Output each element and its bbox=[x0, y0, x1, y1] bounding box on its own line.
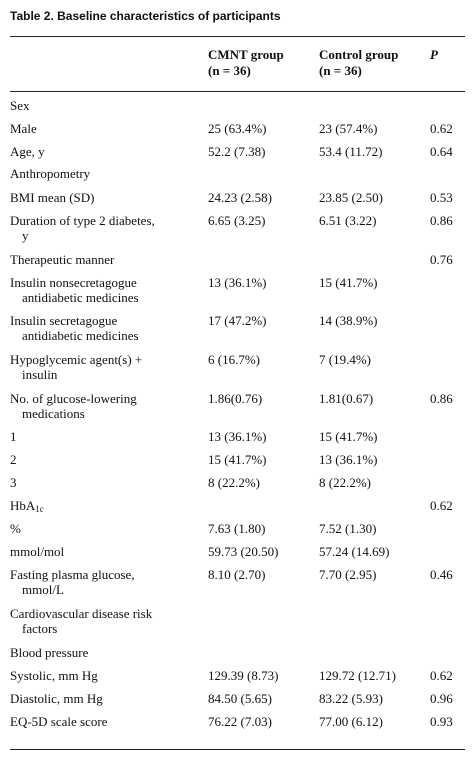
row-label bbox=[10, 606, 200, 636]
row-label bbox=[10, 190, 200, 205]
row-label-text: 2 bbox=[10, 452, 17, 467]
row-label-text: HbA bbox=[10, 498, 36, 513]
cell-p-value: 0.62 bbox=[430, 121, 453, 136]
row-label bbox=[10, 252, 200, 267]
cell-control-group: 15 (41.7%) bbox=[319, 429, 378, 444]
row-label-text: No. of glucose-lowering bbox=[10, 391, 137, 406]
cell-cmnt-group: 24.23 (2.58) bbox=[208, 190, 272, 205]
cell-cmnt-group: 129.39 (8.73) bbox=[208, 668, 279, 683]
bottom-rule bbox=[10, 749, 465, 750]
row-label-text: Blood pressure bbox=[10, 645, 89, 660]
cell-p-value: 0.76 bbox=[430, 252, 453, 267]
cell-p-value: 0.86 bbox=[430, 391, 453, 406]
row-label-text: Therapeutic manner bbox=[10, 252, 115, 267]
row-label bbox=[10, 691, 200, 706]
row-label-text: mmol/mol bbox=[10, 544, 65, 559]
row-label-text: 1 bbox=[10, 429, 17, 444]
cell-control-group: 129.72 (12.71) bbox=[319, 668, 396, 683]
row-label bbox=[10, 645, 200, 660]
column-header-control-group bbox=[319, 47, 398, 79]
cell-control-group: 23.85 (2.50) bbox=[319, 190, 383, 205]
cell-control-group: 1.81(0.67) bbox=[319, 391, 374, 406]
cell-cmnt-group: 17 (47.2%) bbox=[208, 313, 267, 328]
table-caption: Table 2. Baseline characteristics of participants bbox=[10, 9, 281, 23]
row-label-text: Hypoglycemic agent(s) + bbox=[10, 352, 143, 367]
row-label-continuation: insulin bbox=[22, 367, 58, 382]
row-label-text: BMI mean (SD) bbox=[10, 190, 95, 205]
row-label bbox=[10, 352, 200, 382]
column-header-cmnt-group bbox=[208, 47, 284, 79]
row-label bbox=[10, 567, 200, 597]
top-rule bbox=[10, 36, 465, 37]
column-header-control-group-line1: Control group bbox=[319, 47, 399, 62]
row-label-continuation: y bbox=[22, 228, 29, 243]
cell-p-value: 0.64 bbox=[430, 144, 453, 159]
row-label bbox=[10, 213, 200, 243]
row-label-continuation: mmol/L bbox=[22, 582, 64, 597]
cell-cmnt-group: 6.65 (3.25) bbox=[208, 213, 266, 228]
cell-control-group: 23 (57.4%) bbox=[319, 121, 378, 136]
row-label bbox=[10, 121, 200, 136]
cell-p-value: 0.46 bbox=[430, 567, 453, 582]
cell-p-value: 0.53 bbox=[430, 190, 453, 205]
row-label bbox=[10, 544, 200, 559]
row-label-text: 3 bbox=[10, 475, 17, 490]
column-header-cmnt-group-line1: CMNT group bbox=[208, 47, 284, 62]
row-label-text: Insulin nonsecretagogue bbox=[10, 275, 137, 290]
row-label-continuation: antidiabetic medicines bbox=[22, 328, 139, 343]
cell-cmnt-group: 13 (36.1%) bbox=[208, 429, 267, 444]
cell-control-group: 6.51 (3.22) bbox=[319, 213, 377, 228]
cell-cmnt-group: 25 (63.4%) bbox=[208, 121, 267, 136]
cell-control-group: 7.52 (1.30) bbox=[319, 521, 377, 536]
cell-control-group: 57.24 (14.69) bbox=[319, 544, 390, 559]
header-rule bbox=[10, 91, 465, 92]
cell-cmnt-group: 13 (36.1%) bbox=[208, 275, 267, 290]
column-header-control-group-line2: (n = 36) bbox=[319, 63, 362, 78]
row-label bbox=[10, 475, 200, 490]
row-label bbox=[10, 452, 200, 467]
cell-cmnt-group: 76.22 (7.03) bbox=[208, 714, 272, 729]
column-header-cmnt-group-line2: (n = 36) bbox=[208, 63, 251, 78]
column-header-p-value: P bbox=[430, 47, 438, 62]
cell-control-group: 83.22 (5.93) bbox=[319, 691, 383, 706]
row-label bbox=[10, 391, 200, 421]
row-label-text: Systolic, mm Hg bbox=[10, 668, 98, 683]
cell-p-value: 0.62 bbox=[430, 668, 453, 683]
cell-cmnt-group: 52.2 (7.38) bbox=[208, 144, 266, 159]
cell-control-group: 15 (41.7%) bbox=[319, 275, 378, 290]
row-label bbox=[10, 429, 200, 444]
cell-cmnt-group: 84.50 (5.65) bbox=[208, 691, 272, 706]
row-label-text: Anthropometry bbox=[10, 166, 91, 181]
row-label bbox=[10, 498, 200, 513]
cell-p-value: 0.62 bbox=[430, 498, 453, 513]
row-label-continuation: antidiabetic medicines bbox=[22, 290, 139, 305]
row-label bbox=[10, 714, 200, 729]
row-label bbox=[10, 144, 200, 159]
row-label-continuation: medications bbox=[22, 406, 85, 421]
cell-cmnt-group: 8 (22.2%) bbox=[208, 475, 260, 490]
row-label-text: Sex bbox=[10, 98, 30, 113]
cell-control-group: 14 (38.9%) bbox=[319, 313, 378, 328]
row-label-text: Age, y bbox=[10, 144, 45, 159]
cell-p-value: 0.86 bbox=[430, 213, 453, 228]
row-label-text: Fasting plasma glucose, bbox=[10, 567, 135, 582]
cell-cmnt-group: 59.73 (20.50) bbox=[208, 544, 279, 559]
cell-cmnt-group: 1.86(0.76) bbox=[208, 391, 263, 406]
cell-control-group: 8 (22.2%) bbox=[319, 475, 371, 490]
cell-control-group: 7.70 (2.95) bbox=[319, 567, 377, 582]
cell-cmnt-group: 8.10 (2.70) bbox=[208, 567, 266, 582]
row-label bbox=[10, 98, 200, 113]
row-label-text: Cardiovascular disease risk bbox=[10, 606, 153, 621]
cell-p-value: 0.93 bbox=[430, 714, 453, 729]
row-label-text: Duration of type 2 diabetes, bbox=[10, 213, 155, 228]
cell-control-group: 13 (36.1%) bbox=[319, 452, 378, 467]
cell-p-value: 0.96 bbox=[430, 691, 453, 706]
cell-cmnt-group: 7.63 (1.80) bbox=[208, 521, 266, 536]
row-label-text: % bbox=[10, 521, 21, 536]
row-label-text: EQ-5D scale score bbox=[10, 714, 108, 729]
row-label-subscript: 1c bbox=[35, 504, 44, 514]
row-label bbox=[10, 166, 200, 181]
cell-cmnt-group: 15 (41.7%) bbox=[208, 452, 267, 467]
row-label-text: Insulin secretagogue bbox=[10, 313, 118, 328]
row-label bbox=[10, 275, 200, 305]
cell-cmnt-group: 6 (16.7%) bbox=[208, 352, 260, 367]
row-label bbox=[10, 313, 200, 343]
row-label bbox=[10, 521, 200, 536]
row-label-text: Diastolic, mm Hg bbox=[10, 691, 103, 706]
row-label-text: Male bbox=[10, 121, 37, 136]
cell-control-group: 7 (19.4%) bbox=[319, 352, 371, 367]
cell-control-group: 53.4 (11.72) bbox=[319, 144, 383, 159]
row-label-continuation: factors bbox=[22, 621, 58, 636]
row-label bbox=[10, 668, 200, 683]
cell-control-group: 77.00 (6.12) bbox=[319, 714, 383, 729]
